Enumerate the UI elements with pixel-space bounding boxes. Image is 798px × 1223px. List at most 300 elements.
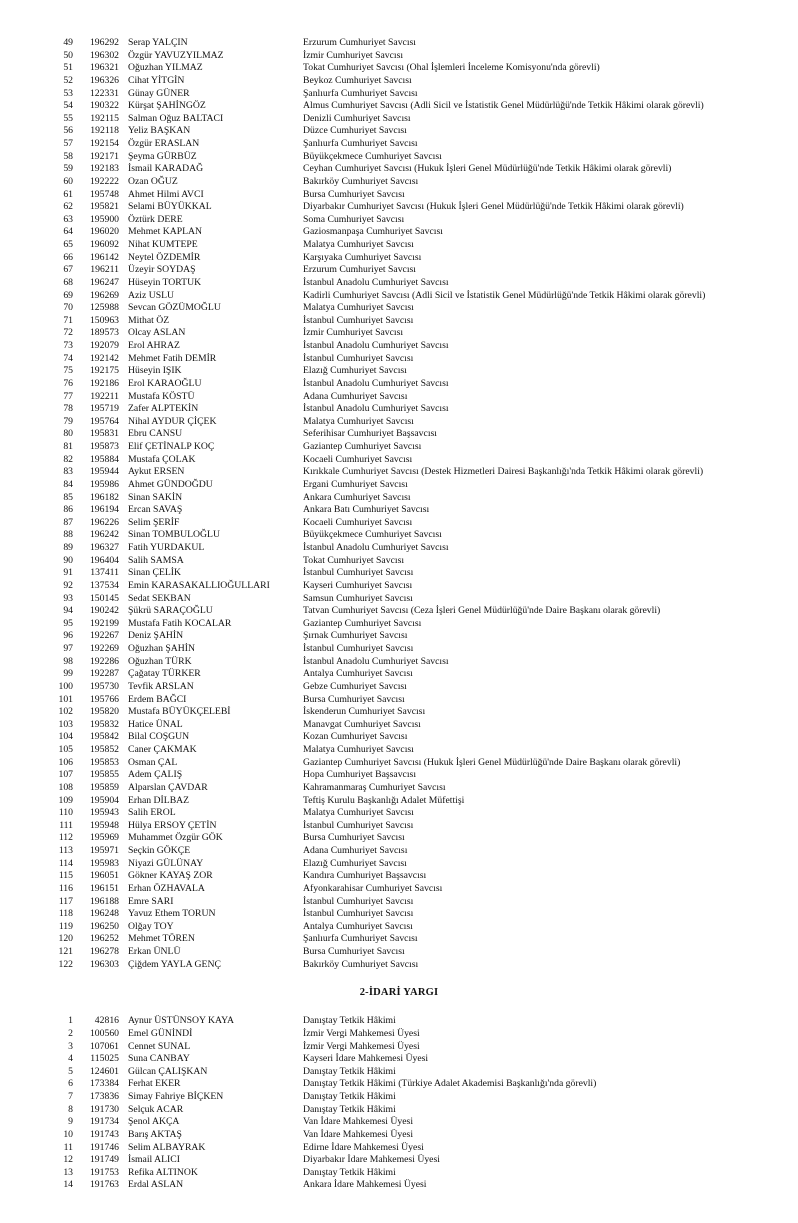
row-number-cell: 86 (63, 504, 73, 516)
registry-number-cell: 195821 (89, 201, 119, 213)
registry-number-cell: 195748 (89, 188, 119, 200)
table-row (0, 870, 798, 883)
person-name-cell: İsmail ALICI (128, 1154, 180, 1166)
registry-number-cell: 195831 (89, 428, 119, 440)
row-number-cell: 12 (63, 1154, 73, 1166)
row-number-cell: 11 (63, 1141, 73, 1153)
person-name-cell: İsmail KARADAĞ (128, 163, 204, 175)
person-name-cell: Hüseyin IŞIK (128, 365, 182, 377)
person-name-cell: Erdem BAĞCI (128, 693, 187, 705)
registry-number-cell: 196326 (89, 74, 119, 86)
person-name-cell: Erhan DİLBAZ (128, 794, 190, 806)
position-title-cell: Ankara İdare Mahkemesi Üyesi (303, 1179, 427, 1191)
position-title-cell: Denizli Cumhuriyet Savcısı (303, 112, 411, 124)
person-name-cell: Oğuzhan YILMAZ (128, 62, 203, 74)
row-number-cell: 69 (63, 289, 73, 301)
table-row (0, 605, 798, 618)
table-row (0, 580, 798, 593)
person-name-cell: Mustafa BÜYÜKÇELEBİ (128, 706, 231, 718)
row-number-cell: 89 (63, 542, 73, 553)
position-title-cell: Bakırköy Cumhuriyet Savcısı (303, 958, 419, 970)
person-name-cell: Üzeyir SOYDAŞ (128, 264, 196, 276)
table-row (0, 618, 798, 631)
position-title-cell: Diyarbakır İdare Mahkemesi Üyesi (303, 1154, 440, 1166)
position-title-cell: İzmir Vergi Mahkemesi Üyesi (303, 1040, 420, 1052)
position-title-cell: Erzurum Cumhuriyet Savcısı (303, 264, 417, 276)
row-number-cell: 107 (58, 769, 73, 781)
table-row (0, 252, 798, 265)
table-row (0, 454, 798, 467)
person-name-cell: Şeyma GÜRBÜZ (128, 150, 197, 162)
registry-number-cell: 191743 (89, 1128, 119, 1140)
table-row (0, 668, 798, 681)
row-number-cell: 83 (63, 466, 73, 478)
row-number-cell: 80 (63, 428, 73, 440)
position-title-cell: Kocaeli Cumhuriyet Savcısı (303, 453, 413, 465)
person-name-cell: Ercan SAVAŞ (128, 504, 183, 516)
row-number-cell: 114 (58, 857, 73, 869)
position-title-cell: Gaziantep Cumhuriyet Savcısı (303, 617, 422, 629)
row-number-cell: 2 (68, 1027, 73, 1039)
row-number-cell: 119 (58, 920, 73, 932)
person-name-cell: Barış AKTAŞ (128, 1128, 182, 1140)
table-row (0, 946, 798, 959)
row-number-cell: 117 (58, 895, 73, 907)
row-number-cell: 59 (63, 163, 73, 175)
registry-number-cell: 191746 (89, 1141, 119, 1153)
registry-number-cell: 196292 (89, 37, 119, 48)
person-name-cell: Selami BÜYÜKKAL (128, 201, 212, 213)
table-row (0, 706, 798, 719)
position-title-cell: Van İdare Mahkemesi Üyesi (303, 1128, 414, 1140)
row-number-cell: 3 (68, 1040, 73, 1052)
registry-number-cell: 196211 (90, 264, 119, 276)
position-title-cell: Bursa Cumhuriyet Savcısı (303, 188, 405, 200)
position-title-cell: Hopa Cumhuriyet Başsavcısı (303, 769, 417, 781)
row-number-cell: 106 (58, 756, 73, 768)
position-title-cell: İzmir Cumhuriyet Savcısı (303, 49, 404, 61)
position-title-cell: Bursa Cumhuriyet Savcısı (303, 946, 405, 957)
person-name-cell: Selçuk ACAR (128, 1103, 184, 1115)
table-row (0, 88, 798, 101)
table-row (0, 277, 798, 290)
person-name-cell: Deniz ŞAHİN (128, 630, 184, 642)
row-number-cell: 66 (63, 251, 73, 263)
person-name-cell: Özgür YAVUZYILMAZ (128, 49, 224, 61)
judge-list-section2-idari-yargi (0, 1015, 798, 1192)
table-row (0, 226, 798, 239)
table-row (0, 239, 798, 252)
position-title-cell: İstanbul Anadolu Cumhuriyet Savcısı (303, 542, 449, 553)
table-row (0, 125, 798, 138)
position-title-cell: İstanbul Cumhuriyet Savcısı (303, 643, 414, 654)
position-title-cell: İstanbul Anadolu Cumhuriyet Savcısı (303, 340, 449, 351)
row-number-cell: 93 (63, 592, 73, 604)
position-title-cell: Teftiş Kurulu Başkanlığı Adalet Müfettişi (303, 794, 465, 806)
row-number-cell: 108 (58, 781, 73, 793)
table-row (0, 428, 798, 441)
person-name-cell: Şükrü SARAÇOĞLU (128, 605, 213, 617)
table-row (0, 719, 798, 732)
table-row (0, 694, 798, 707)
position-title-cell: Antalya Cumhuriyet Savcısı (303, 668, 413, 680)
person-name-cell: Yavuz Ethem TORUN (128, 908, 216, 920)
person-name-cell: Sedat SEKBAN (128, 592, 191, 604)
row-number-cell: 4 (68, 1053, 73, 1065)
table-row (0, 365, 798, 378)
registry-number-cell: 115025 (90, 1053, 119, 1065)
table-row (0, 1116, 798, 1129)
table-row (0, 1091, 798, 1104)
position-title-cell: İstanbul Cumhuriyet Savcısı (303, 314, 414, 326)
table-row (0, 820, 798, 833)
table-row (0, 731, 798, 744)
position-title-cell: Edirne İdare Mahkemesi Üyesi (303, 1141, 424, 1153)
registry-number-cell: 100560 (89, 1027, 119, 1039)
table-row (0, 1028, 798, 1041)
person-name-cell: Emel GÜNİNDİ (128, 1027, 193, 1039)
registry-number-cell: 192222 (89, 175, 119, 187)
registry-number-cell: 189573 (89, 327, 119, 339)
position-title-cell: Soma Cumhuriyet Savcısı (303, 213, 405, 225)
person-name-cell: Hatice ÜNAL (128, 718, 183, 730)
table-row (0, 378, 798, 391)
registry-number-cell: 192267 (89, 630, 119, 642)
person-name-cell: Emin KARASAKALLIOĞULLARI (128, 579, 270, 591)
person-name-cell: Olğay TOY (128, 920, 174, 932)
table-row (0, 656, 798, 669)
person-name-cell: Oğuzhan TÜRK (128, 655, 192, 667)
position-title-cell: Düzce Cumhuriyet Savcısı (303, 125, 407, 137)
table-row (0, 795, 798, 808)
person-name-cell: Elif ÇETİNALP KOÇ (128, 441, 215, 452)
section-gap (0, 999, 798, 1015)
person-name-cell: Sevcan GÖZÜMOĞLU (128, 302, 221, 314)
table-row (0, 403, 798, 416)
table-row (0, 466, 798, 479)
row-number-cell: 101 (58, 693, 73, 705)
row-number-cell: 116 (58, 882, 73, 894)
table-row (0, 567, 798, 580)
person-name-cell: Mehmet TÖREN (128, 933, 195, 945)
table-row (0, 1167, 798, 1180)
person-name-cell: Cihat YİTGİN (128, 74, 185, 86)
registry-number-cell: 124601 (89, 1065, 119, 1077)
person-name-cell: Kürşat ŞAHİNGÖZ (128, 100, 206, 112)
position-title-cell: Tokat Cumhuriyet Savcısı (Ohal İşlemleri İnceleme Komisyonu'nda görevli) (303, 62, 600, 74)
person-name-cell: Selim ŞERİF (128, 516, 180, 528)
registry-number-cell: 196194 (89, 504, 119, 516)
table-row (0, 62, 798, 75)
registry-number-cell: 196188 (89, 895, 119, 907)
position-title-cell: Danıştay Tetkik Hâkimi (303, 1065, 396, 1077)
table-row (0, 75, 798, 88)
table-row (0, 555, 798, 568)
registry-number-cell: 192269 (89, 643, 119, 654)
position-title-cell: İstanbul Anadolu Cumhuriyet Savcısı (303, 403, 449, 415)
position-title-cell: Gaziosmanpaşa Cumhuriyet Savcısı (303, 226, 443, 238)
table-row (0, 353, 798, 366)
registry-number-cell: 196151 (89, 882, 119, 894)
registry-number-cell: 195948 (89, 819, 119, 831)
position-title-cell: Diyarbakır Cumhuriyet Savcısı (Hukuk İşleri Genel Müdürlüğü'nde Tetkik Hâkimi olarak görevli) (303, 201, 684, 213)
row-number-cell: 112 (58, 832, 73, 844)
table-row (0, 782, 798, 795)
table-row (0, 113, 798, 126)
position-title-cell: İstanbul Anadolu Cumhuriyet Savcısı (303, 655, 449, 667)
person-name-cell: Erhan ÖZHAVALA (128, 882, 205, 894)
table-row (0, 959, 798, 972)
registry-number-cell: 190322 (89, 100, 119, 112)
position-title-cell: Kahramanmaraş Cumhuriyet Savcısı (303, 781, 446, 793)
person-name-cell: Erkan ÜNLÜ (128, 946, 181, 957)
row-number-cell: 109 (58, 794, 73, 806)
person-name-cell: Ozan OĞUZ (128, 175, 178, 187)
row-number-cell: 62 (63, 201, 73, 213)
row-number-cell: 5 (68, 1065, 73, 1077)
registry-number-cell: 192186 (89, 377, 119, 389)
position-title-cell: Danıştay Tetkik Hâkimi (303, 1103, 396, 1115)
table-row (0, 832, 798, 845)
table-row (0, 201, 798, 214)
table-row (0, 100, 798, 113)
table-row (0, 883, 798, 896)
table-row (0, 744, 798, 757)
row-number-cell: 74 (63, 352, 73, 364)
position-title-cell: Büyükçekmece Cumhuriyet Savcısı (303, 529, 442, 541)
position-title-cell: İstanbul Anadolu Cumhuriyet Savcısı (303, 377, 449, 389)
registry-number-cell: 192171 (89, 150, 119, 162)
registry-number-cell: 195986 (89, 478, 119, 490)
person-name-cell: Mehmet KAPLAN (128, 226, 202, 238)
position-title-cell: Gaziantep Cumhuriyet Savcısı (Hukuk İşleri Genel Müdürlüğü'nde Daire Başkanı olarak görevli) (303, 756, 681, 768)
registry-number-cell: 196321 (89, 62, 119, 74)
table-row (0, 1179, 798, 1192)
row-number-cell: 54 (63, 100, 73, 112)
table-row (0, 189, 798, 202)
position-title-cell: Danıştay Tetkik Hâkimi (303, 1166, 396, 1178)
registry-number-cell: 195971 (89, 845, 119, 856)
registry-number-cell: 192211 (90, 390, 119, 402)
table-row (0, 542, 798, 555)
row-number-cell: 87 (63, 516, 73, 528)
person-name-cell: Salih SAMSA (128, 554, 184, 566)
position-title-cell: Bakırköy Cumhuriyet Savcısı (303, 175, 419, 187)
table-row (0, 1015, 798, 1028)
table-row (0, 302, 798, 315)
position-title-cell: Danıştay Tetkik Hâkimi (303, 1015, 396, 1027)
table-row (0, 340, 798, 353)
registry-number-cell: 195853 (89, 756, 119, 768)
position-title-cell: Şanlıurfa Cumhuriyet Savcısı (303, 933, 418, 945)
table-row (0, 1154, 798, 1167)
registry-number-cell: 196302 (89, 49, 119, 61)
person-name-cell: Selim ALBAYRAK (128, 1141, 206, 1153)
position-title-cell: Adana Cumhuriyet Savcısı (303, 390, 408, 402)
registry-number-cell: 195859 (89, 781, 119, 793)
registry-number-cell: 150145 (89, 592, 119, 604)
position-title-cell: Tatvan Cumhuriyet Savcısı (Ceza İşleri Genel Müdürlüğü'nde Daire Başkanı olarak görevli) (303, 605, 661, 617)
table-row (0, 517, 798, 530)
position-title-cell: Seferihisar Cumhuriyet Başsavcısı (303, 428, 437, 440)
person-name-cell: Hülya ERSOY ÇETİN (128, 819, 217, 831)
person-name-cell: Erol AHRAZ (128, 340, 180, 351)
row-number-cell: 58 (63, 150, 73, 162)
row-number-cell: 51 (63, 62, 73, 74)
person-name-cell: Neytel ÖZDEMİR (128, 251, 201, 263)
position-title-cell: Elazığ Cumhuriyet Savcısı (303, 857, 407, 869)
person-name-cell: Ebru CANSU (128, 428, 183, 440)
registry-number-cell: 191734 (89, 1116, 119, 1128)
registry-number-cell: 195842 (89, 731, 119, 743)
position-title-cell: Kocaeli Cumhuriyet Savcısı (303, 516, 413, 528)
registry-number-cell: 196303 (89, 958, 119, 970)
registry-number-cell: 195764 (89, 415, 119, 427)
table-row (0, 807, 798, 820)
position-title-cell: İstanbul Cumhuriyet Savcısı (303, 908, 414, 920)
row-number-cell: 84 (63, 478, 73, 490)
person-name-cell: Fatih YURDAKUL (128, 542, 205, 553)
person-name-cell: Oğuzhan ŞAHİN (128, 643, 195, 654)
person-name-cell: Gülcan ÇALIŞKAN (128, 1065, 208, 1077)
table-row (0, 1053, 798, 1066)
registry-number-cell: 196226 (89, 516, 119, 528)
registry-number-cell: 191763 (89, 1179, 119, 1191)
position-title-cell: İstanbul Cumhuriyet Savcısı (303, 567, 414, 579)
table-row (0, 1066, 798, 1079)
registry-number-cell: 196269 (89, 289, 119, 301)
row-number-cell: 13 (63, 1166, 73, 1178)
position-title-cell: Kırıkkale Cumhuriyet Savcısı (Destek Hizmetleri Dairesi Başkanlığı'nda Tetkik Hâkimi olarak görevli) (303, 466, 704, 478)
person-name-cell: Mithat ÖZ (128, 314, 170, 326)
table-row (0, 138, 798, 151)
table-row (0, 492, 798, 505)
person-name-cell: Suna CANBAY (128, 1053, 190, 1065)
position-title-cell: Malatya Cumhuriyet Savcısı (303, 744, 414, 755)
position-title-cell: Karşıyaka Cumhuriyet Savcısı (303, 251, 422, 263)
table-row (0, 896, 798, 909)
person-name-cell: Cennet SUNAL (128, 1040, 191, 1052)
row-number-cell: 7 (68, 1091, 73, 1102)
table-row (0, 504, 798, 517)
person-name-cell: Mustafa ÇOLAK (128, 453, 196, 465)
table-row (0, 416, 798, 429)
table-row (0, 593, 798, 606)
table-row (0, 1104, 798, 1117)
row-number-cell: 56 (63, 125, 73, 137)
person-name-cell: Aziz USLU (128, 289, 175, 301)
row-number-cell: 95 (63, 617, 73, 629)
person-name-cell: Özgür ERASLAN (128, 138, 200, 149)
row-number-cell: 102 (58, 706, 73, 718)
row-number-cell: 96 (63, 630, 73, 642)
row-number-cell: 52 (63, 74, 73, 86)
table-row (0, 643, 798, 656)
table-row (0, 1041, 798, 1054)
registry-number-cell: 196092 (89, 239, 119, 250)
person-name-cell: Hüseyin TORTUK (128, 276, 202, 288)
position-title-cell: Malatya Cumhuriyet Savcısı (303, 807, 414, 819)
person-name-cell: Mehmet Fatih DEMİR (128, 352, 217, 364)
row-number-cell: 63 (63, 213, 73, 225)
row-number-cell: 70 (63, 302, 73, 314)
registry-number-cell: 195730 (89, 680, 119, 692)
row-number-cell: 77 (63, 390, 73, 402)
position-title-cell: Kayseri Cumhuriyet Savcısı (303, 579, 413, 591)
registry-number-cell: 107061 (89, 1040, 119, 1052)
row-number-cell: 118 (58, 908, 73, 920)
person-name-cell: Ahmet Hilmi AVCI (128, 188, 204, 200)
position-title-cell: İstanbul Cumhuriyet Savcısı (303, 819, 414, 831)
registry-number-cell: 196248 (89, 908, 119, 920)
row-number-cell: 88 (63, 529, 73, 541)
table-row (0, 163, 798, 176)
row-number-cell: 60 (63, 175, 73, 187)
position-title-cell: İskenderun Cumhuriyet Savcısı (303, 706, 426, 718)
row-number-cell: 75 (63, 365, 73, 377)
position-title-cell: Kozan Cumhuriyet Savcısı (303, 731, 408, 743)
person-name-cell: Yeliz BAŞKAN (128, 125, 191, 137)
position-title-cell: Beykoz Cumhuriyet Savcısı (303, 74, 412, 86)
registry-number-cell: 195873 (89, 441, 119, 452)
person-name-cell: Sinan ÇELİK (128, 567, 182, 579)
row-number-cell: 100 (58, 680, 73, 692)
position-title-cell: Büyükçekmece Cumhuriyet Savcısı (303, 150, 442, 162)
table-row (0, 315, 798, 328)
row-number-cell: 55 (63, 112, 73, 124)
table-row (0, 479, 798, 492)
registry-number-cell: 195944 (89, 466, 119, 478)
person-name-cell: Sinan TOMBULOĞLU (128, 529, 220, 541)
row-number-cell: 103 (58, 718, 73, 730)
row-number-cell: 8 (68, 1103, 73, 1115)
registry-number-cell: 195904 (89, 794, 119, 806)
row-number-cell: 113 (58, 845, 73, 856)
position-title-cell: Manavgat Cumhuriyet Savcısı (303, 718, 421, 730)
table-row (0, 529, 798, 542)
position-title-cell: İzmir Vergi Mahkemesi Üyesi (303, 1027, 420, 1039)
position-title-cell: Afyonkarahisar Cumhuriyet Savcısı (303, 882, 443, 894)
registry-number-cell: 191753 (89, 1166, 119, 1178)
registry-number-cell: 191749 (89, 1154, 119, 1166)
registry-number-cell: 191730 (89, 1103, 119, 1115)
table-row (0, 630, 798, 643)
row-number-cell: 65 (63, 239, 73, 250)
row-number-cell: 73 (63, 340, 73, 351)
row-number-cell: 94 (63, 605, 73, 617)
registry-number-cell: 192175 (89, 365, 119, 377)
position-title-cell: Kandıra Cumhuriyet Başsavcısı (303, 870, 427, 882)
registry-number-cell: 196252 (89, 933, 119, 945)
table-row (0, 37, 798, 50)
position-title-cell: Gebze Cumhuriyet Savcısı (303, 680, 407, 692)
person-name-cell: Osman ÇAL (128, 756, 178, 768)
registry-number-cell: 195900 (89, 213, 119, 225)
row-number-cell: 81 (63, 441, 73, 452)
position-title-cell: Danıştay Tetkik Hâkimi (303, 1091, 396, 1102)
table-row (0, 441, 798, 454)
row-number-cell: 57 (63, 138, 73, 149)
row-number-cell: 61 (63, 188, 73, 200)
row-number-cell: 50 (63, 49, 73, 61)
position-title-cell: Van İdare Mahkemesi Üyesi (303, 1116, 414, 1128)
person-name-cell: Ferhat EKER (128, 1078, 181, 1090)
person-name-cell: Nihat KUMTEPE (128, 239, 198, 250)
person-name-cell: Caner ÇAKMAK (128, 744, 197, 755)
registry-number-cell: 192199 (89, 617, 119, 629)
row-number-cell: 71 (63, 314, 73, 326)
person-name-cell: Öztürk DERE (128, 213, 183, 225)
